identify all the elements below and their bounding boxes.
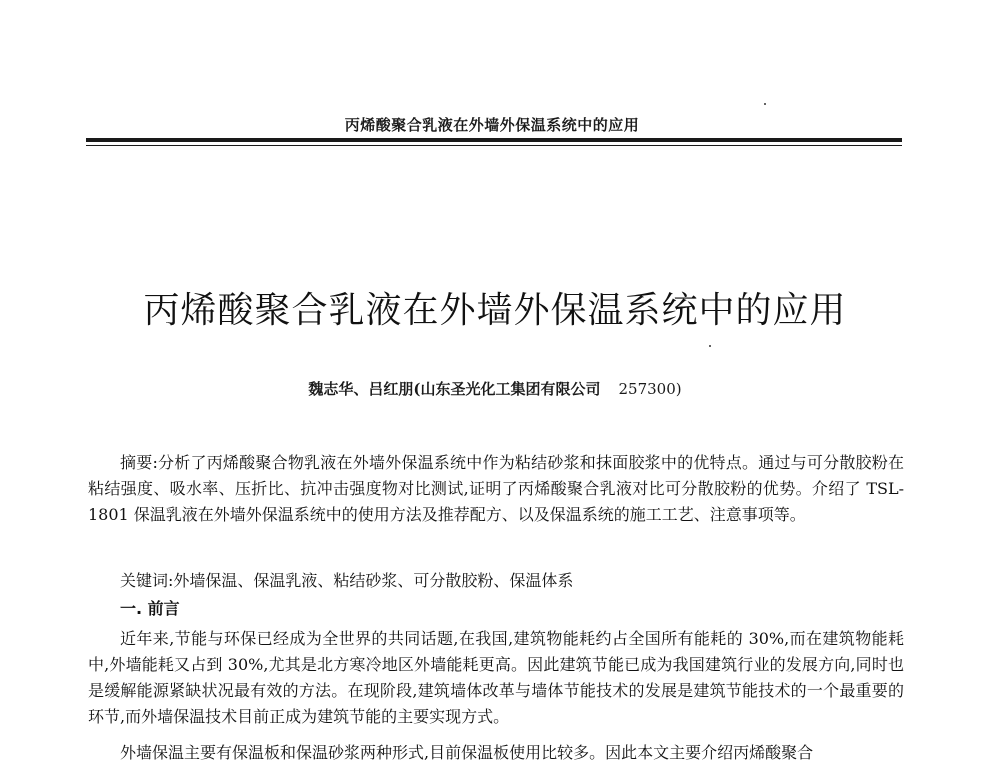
header-rule-thin: [86, 145, 902, 146]
scan-speck: [764, 103, 766, 105]
header-rule-thick: [86, 138, 902, 142]
section-heading: 一. 前言: [120, 599, 180, 618]
author-names: 魏志华、吕红朋(山东圣光化工集团有限公司: [308, 380, 601, 398]
abstract: 摘要:分析了丙烯酸聚合物乳液在外墙外保温系统中作为粘结砂浆和抹面胶浆中的优特点。通过与可分散胶粉在粘结强度、吸水率、压折比、抗冲击强度物对比测试,证明了丙烯酸聚合乳液对比可分散胶粉的优势。介绍了 TSL-1801 保温乳液在外墙外保温系统中的使用方法及推荐配方、以及保温系统的施工工艺、注意事项等。: [88, 453, 904, 524]
keywords: 关键词:外墙保温、保温乳液、粘结砂浆、可分散胶粉、保温体系: [120, 571, 574, 590]
postcode: 257300): [618, 380, 682, 398]
intro-paragraph-partial: 外墙保温主要有保温板和保温砂浆两种形式,目前保温板使用比较多。因此本文主要介绍丙烯酸聚合: [120, 743, 814, 760]
paper-title: 丙烯酸聚合乳液在外墙外保温系统中的应用: [143, 290, 847, 331]
intro-paragraph: 近年来,节能与环保已经成为全世界的共同话题,在我国,建筑物能耗约占全国所有能耗的 30%,而在建筑物能耗中,外墙能耗又占到 30%,尤其是北方寒冷地区外墙能耗更高。因此建筑节能已成为我国建筑行业的发展方向,同时也是缓解能源紧缺状况最有效的方法。在现阶段,建筑墙体改革与墙体节能技术的发展是建筑节能技术的一个最重要的环节,而外墙保温技术目前正成为建筑节能的主要实现方式。: [88, 629, 904, 726]
author-line: [0, 378, 990, 399]
running-header: 丙烯酸聚合乳液在外墙外保温系统中的应用: [344, 116, 640, 134]
scan-speck: [709, 345, 711, 347]
